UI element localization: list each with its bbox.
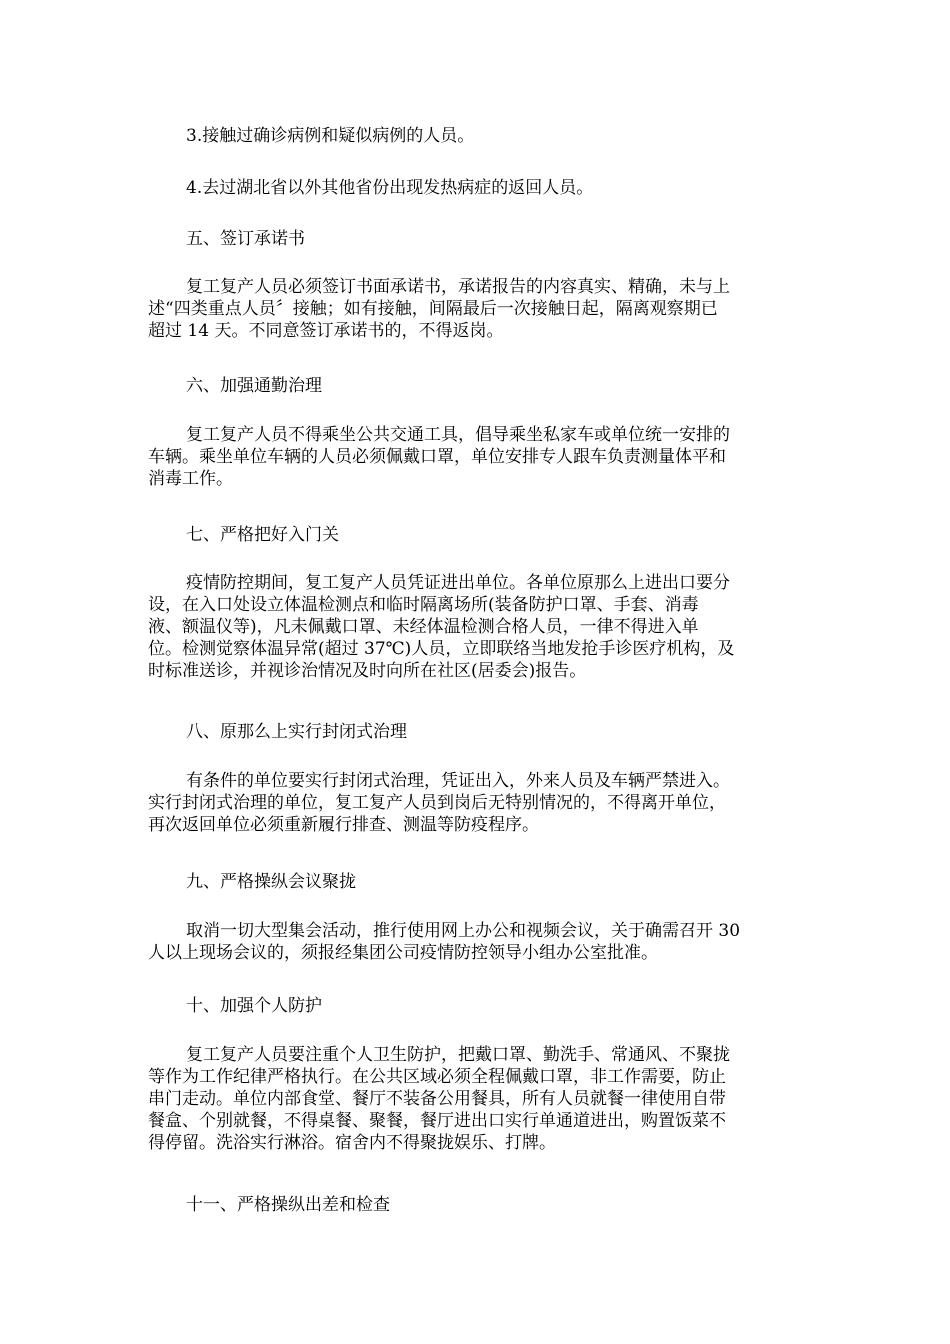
section-heading-8: [148, 721, 808, 743]
section-heading-6: [148, 375, 808, 397]
heading-text: 十、加强个人防护: [186, 996, 322, 1016]
section-heading-7: [148, 524, 808, 546]
text-line: 餐盒、个别就餐，不得桌餐、聚餐，餐厅进出口实行单通道进出，购置饭菜不: [148, 1111, 726, 1131]
text-line: 等作为工作纪律严格执行。在公共区域必须全程佩戴口罩，非工作需要，防止: [148, 1067, 726, 1087]
text-line: 取消一切大型集会活动，推行使用网上办公和视频会议，关于确需召开 30: [186, 921, 741, 941]
heading-text: 十一、严格操纵出差和检查: [186, 1195, 390, 1215]
text-line: 复工复产人员必须签订书面承诺书，承诺报告的内容真实、精确，未与上: [186, 277, 730, 297]
text-line: 复工复产人员要注重个人卫生防护，把戴口罩、勤洗手、常通风、不聚拢: [186, 1045, 730, 1065]
paragraph-5: [148, 276, 808, 342]
text-line: 疫情防控期间，复工复产人员凭证进出单位。各单位原那么上进出口要分: [186, 573, 730, 593]
text-line: 实行封闭式治理的单位，复工复产人员到岗后无特别情况的，不得离开单位，: [148, 793, 726, 813]
text-line: 有条件的单位要实行封闭式治理，凭证出入，外来人员及车辆严禁进入。: [186, 771, 730, 791]
text-line: 消毒工作。: [148, 469, 233, 489]
section-heading-10: [148, 995, 808, 1017]
text-line: 时标准送诊，并视诊治情况及时向所在社区(居委会)报告。: [148, 661, 587, 681]
paragraph-6: [148, 424, 808, 490]
list-item-3: [148, 125, 808, 147]
list-item-4: [148, 177, 808, 199]
section-heading-5: [148, 228, 808, 250]
paragraph-7: [148, 572, 808, 682]
text-line: 3.接触过确诊病例和疑似病例的人员。: [186, 126, 475, 146]
text-line: 串门走动。单位内部食堂、餐厅不装备公用餐具，所有人员就餐一律使用自带: [148, 1089, 726, 1109]
heading-text: 九、严格操纵会议聚拢: [186, 872, 356, 892]
paragraph-9: [148, 920, 808, 964]
text-line: 超过 14 天。不同意签订承诺书的，不得返岗。: [148, 321, 504, 341]
text-line: 位。检测觉察体温异常(超过 37℃)人员，立即联络当地发抢手诊医疗机构，及: [148, 639, 735, 659]
text-line: 复工复产人员不得乘坐公共交通工具，倡导乘坐私家车或单位统一安排的: [186, 425, 730, 445]
section-heading-11: [148, 1194, 808, 1216]
text-line: 人以上现场会议的，须报经集团公司疫情防控领导小组办公室批准。: [148, 943, 658, 963]
text-line: 4.去过湖北省以外其他省份出现发热病症的返回人员。: [186, 178, 594, 198]
text-line: 再次返回单位必须重新履行排查、测温等防疫程序。: [148, 815, 539, 835]
text-line: 得停留。洗浴实行淋浴。宿舍内不得聚拢娱乐、打牌。: [148, 1133, 556, 1153]
heading-text: 七、严格把好入门关: [186, 525, 339, 545]
text-line: 述“四类重点人员〞接触；如有接触，间隔最后一次接触日起，隔离观察期已: [148, 299, 718, 319]
paragraph-10: [148, 1044, 808, 1154]
text-line: 液、额温仪等)，凡未佩戴口罩、未经体温检测合格人员，一律不得进入单: [148, 617, 699, 637]
heading-text: 六、加强通勤治理: [186, 376, 322, 396]
text-line: 设，在入口处设立体温检测点和临时隔离场所(装备防护口罩、手套、消毒: [148, 595, 699, 615]
paragraph-8: [148, 770, 808, 836]
text-line: 车辆。乘坐单位车辆的人员必须佩戴口罩，单位安排专人跟车负责测量体平和: [148, 447, 726, 467]
heading-text: 五、签订承诺书: [186, 229, 305, 249]
heading-text: 八、原那么上实行封闭式治理: [186, 722, 407, 742]
section-heading-9: [148, 871, 808, 893]
